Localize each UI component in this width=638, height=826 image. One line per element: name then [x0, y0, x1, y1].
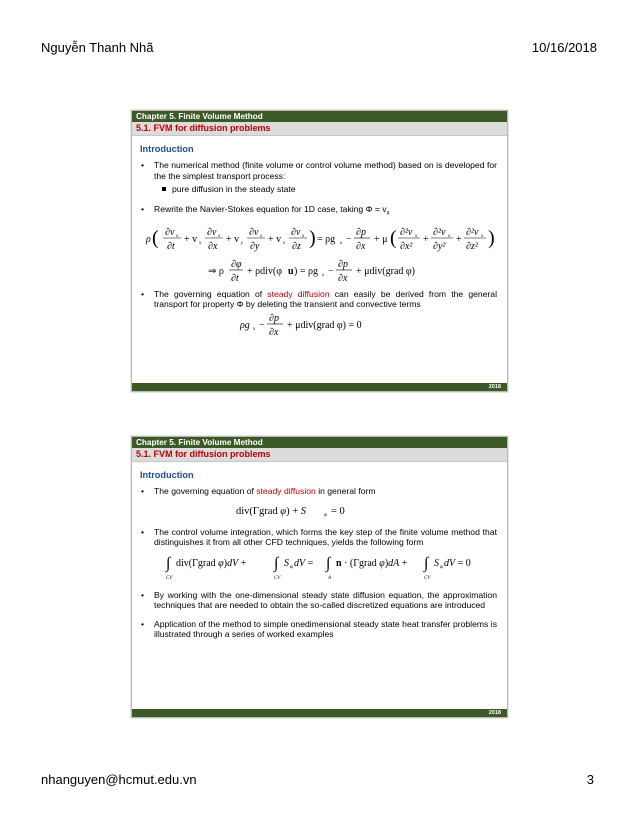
svg-text:∂x: ∂x [269, 326, 279, 338]
svg-text:∫: ∫ [166, 554, 171, 572]
svg-text:CV: CV [274, 575, 281, 581]
section-title: 5.1. FVM for diffusion problems [132, 122, 507, 136]
page-number: 3 [586, 772, 594, 787]
svg-text:): ) [309, 226, 316, 249]
sub-bullet-text: pure diffusion in the steady state [172, 184, 296, 194]
svg-text:CV: CV [424, 575, 431, 581]
svg-text:ρ: ρ [146, 233, 151, 245]
svg-text:+ v: + v [226, 233, 240, 245]
svg-text:A: A [328, 575, 332, 581]
svg-text:x: x [199, 240, 202, 246]
slide-footer-bar [132, 709, 507, 717]
svg-text:+ μdiv(grad φ): + μdiv(grad φ) [356, 265, 415, 277]
svg-text:S: S [434, 557, 439, 569]
svg-text:φ: φ [290, 564, 293, 570]
svg-text:∫: ∫ [424, 554, 429, 572]
svg-text:z: z [283, 240, 285, 246]
svg-text:x: x [340, 240, 343, 246]
svg-text:∂v: ∂v [291, 226, 301, 238]
steady-diffusion-equation [132, 310, 507, 340]
bullet-text-pre: The governing equation of [154, 486, 257, 496]
slide-1 [131, 110, 508, 392]
svg-text:∂x: ∂x [356, 240, 366, 252]
bullet-item [141, 203, 497, 219]
svg-text:= 0: = 0 [331, 505, 345, 517]
slide-year: 2018 [488, 710, 501, 716]
svg-text:+ v: + v [184, 233, 198, 245]
bullet-dot-icon: • [141, 203, 145, 214]
svg-text:CV: CV [166, 575, 173, 581]
bullet-dot-icon: • [141, 589, 145, 600]
section-title: 5.1. FVM for diffusion problems [132, 448, 507, 462]
svg-text:−: − [346, 233, 352, 245]
svg-text:x: x [302, 233, 305, 239]
svg-text:∂v: ∂v [165, 226, 175, 238]
svg-text:dV = 0: dV = 0 [444, 557, 471, 569]
transport-equation [132, 255, 507, 285]
control-volume-integral-equation [132, 548, 507, 584]
svg-text:x: x [448, 233, 451, 239]
svg-text:∂x²: ∂x² [400, 240, 413, 252]
svg-text:∂p: ∂p [269, 312, 279, 324]
bullet-text: Application of the method to simple onedimensional steady state heat transfer problems is illustrated through a series of worked examples [154, 618, 497, 639]
svg-text:+ ρdiv(φ: + ρdiv(φ [247, 265, 283, 277]
bullet-text-pre: The governing equation of [154, 288, 268, 299]
slide-footer-bar [132, 383, 507, 391]
bullet-dot-icon: • [141, 486, 145, 496]
svg-text:x: x [176, 233, 179, 239]
svg-text:ρg: ρg [240, 319, 250, 331]
svg-text:y: y [241, 240, 244, 246]
general-diffusion-equation [132, 497, 507, 523]
svg-text:+: + [456, 233, 462, 245]
bullet-text-post: in general form [315, 486, 376, 496]
bullet-text: By working with the one-dimensional steady state diffusion equation, the approximation techniques that are needed to obtain the so-called discretized equations are introduced [154, 589, 497, 610]
svg-text:∂v: ∂v [249, 226, 259, 238]
chapter-title: Chapter 5. Finite Volume Method [132, 111, 507, 122]
intro-heading: Introduction [140, 470, 194, 480]
svg-text:x: x [415, 233, 418, 239]
svg-text:x: x [260, 233, 263, 239]
bullet-dot-icon: • [141, 618, 145, 629]
chapter-title: Chapter 5. Finite Volume Method [132, 437, 507, 448]
bullet-item [141, 486, 497, 497]
square-bullet-icon [162, 187, 166, 191]
svg-text:∂p: ∂p [356, 226, 366, 238]
svg-text:∂²v: ∂²v [466, 226, 479, 238]
bullet-text: The control volume integration, which forms the key step of the finite volume method that distinguishes it from all other CFD techniques, yields the following form [154, 526, 497, 547]
svg-text:∫: ∫ [326, 554, 331, 572]
svg-text:dV =: dV = [294, 557, 314, 569]
svg-text:div(Γgrad φ) + S: div(Γgrad φ) + S [236, 505, 307, 517]
svg-text:φ: φ [440, 564, 443, 570]
svg-text:∂x: ∂x [208, 240, 218, 252]
bullet-highlight: steady diffusion [267, 288, 330, 299]
svg-text:⇒ ρ: ⇒ ρ [208, 265, 224, 277]
svg-text:x: x [253, 326, 256, 332]
svg-text:−: − [259, 319, 265, 331]
svg-text:∂z²: ∂z² [466, 240, 478, 252]
bullet-subscript: x [386, 210, 390, 217]
bullet-text: Rewrite the Navier-Stokes equation for 1D case, taking Φ = v [154, 203, 387, 214]
svg-text:∂v: ∂v [207, 226, 217, 238]
svg-text:∂y²: ∂y² [433, 240, 446, 252]
author-name: Nguyễn Thanh Nhã [41, 40, 154, 55]
sub-bullet-item [172, 184, 497, 195]
svg-text:∂φ: ∂φ [231, 258, 242, 270]
svg-text:φ: φ [324, 512, 327, 518]
svg-text:S: S [284, 557, 289, 569]
svg-text:∂y: ∂y [250, 240, 260, 252]
svg-text:) = ρg: ) = ρg [294, 265, 318, 277]
svg-text:∂²v: ∂²v [400, 226, 413, 238]
svg-text:x: x [218, 233, 221, 239]
svg-text:= ρg: = ρg [317, 233, 336, 245]
svg-text:n · (Γgrad φ)dA +: n · (Γgrad φ)dA + [336, 557, 408, 569]
bullet-item [141, 160, 497, 181]
svg-text:u: u [288, 265, 294, 277]
svg-text:+ v: + v [268, 233, 282, 245]
svg-text:−: − [328, 265, 334, 277]
intro-heading: Introduction [140, 144, 194, 154]
svg-text:∂z: ∂z [292, 240, 301, 252]
svg-text:(: ( [152, 226, 159, 249]
bullet-item [141, 526, 497, 548]
bullet-highlight: steady diffusion [256, 486, 316, 496]
bullet-text: The numerical method (finite volume or control volume method) based on is developed for the the simplest transport process: [154, 160, 497, 181]
page-date: 10/16/2018 [531, 40, 597, 55]
svg-text:+: + [423, 233, 429, 245]
svg-text:x: x [481, 233, 484, 239]
svg-text:): ) [488, 226, 495, 249]
slide-year: 2018 [488, 384, 501, 390]
bullet-item [141, 288, 498, 310]
svg-text:+ μdiv(grad φ) = 0: + μdiv(grad φ) = 0 [287, 319, 362, 331]
svg-text:+ μ: + μ [374, 233, 388, 245]
bullet-item [141, 589, 497, 611]
slide-2 [131, 436, 508, 718]
bullet-dot-icon: • [141, 288, 145, 299]
svg-text:(: ( [390, 226, 397, 249]
svg-text:x: x [322, 272, 325, 278]
bullet-text-post: can easily be derived from the general transport for property Φ by deleting the transient and convective terms [154, 288, 498, 310]
svg-text:∂p: ∂p [338, 258, 348, 270]
svg-text:∂x: ∂x [338, 272, 348, 284]
svg-text:∫: ∫ [274, 554, 279, 572]
svg-text:∂²v: ∂²v [433, 226, 446, 238]
author-email: nhanguyen@hcmut.edu.vn [41, 772, 197, 787]
svg-text:∂t: ∂t [167, 240, 175, 252]
bullet-dot-icon: • [141, 526, 145, 537]
svg-text:div(Γgrad φ)dV +: div(Γgrad φ)dV + [176, 557, 247, 569]
navier-stokes-equation [132, 221, 507, 255]
svg-text:∂t: ∂t [231, 272, 239, 284]
bullet-item [141, 618, 497, 640]
bullet-dot-icon: • [141, 160, 145, 170]
